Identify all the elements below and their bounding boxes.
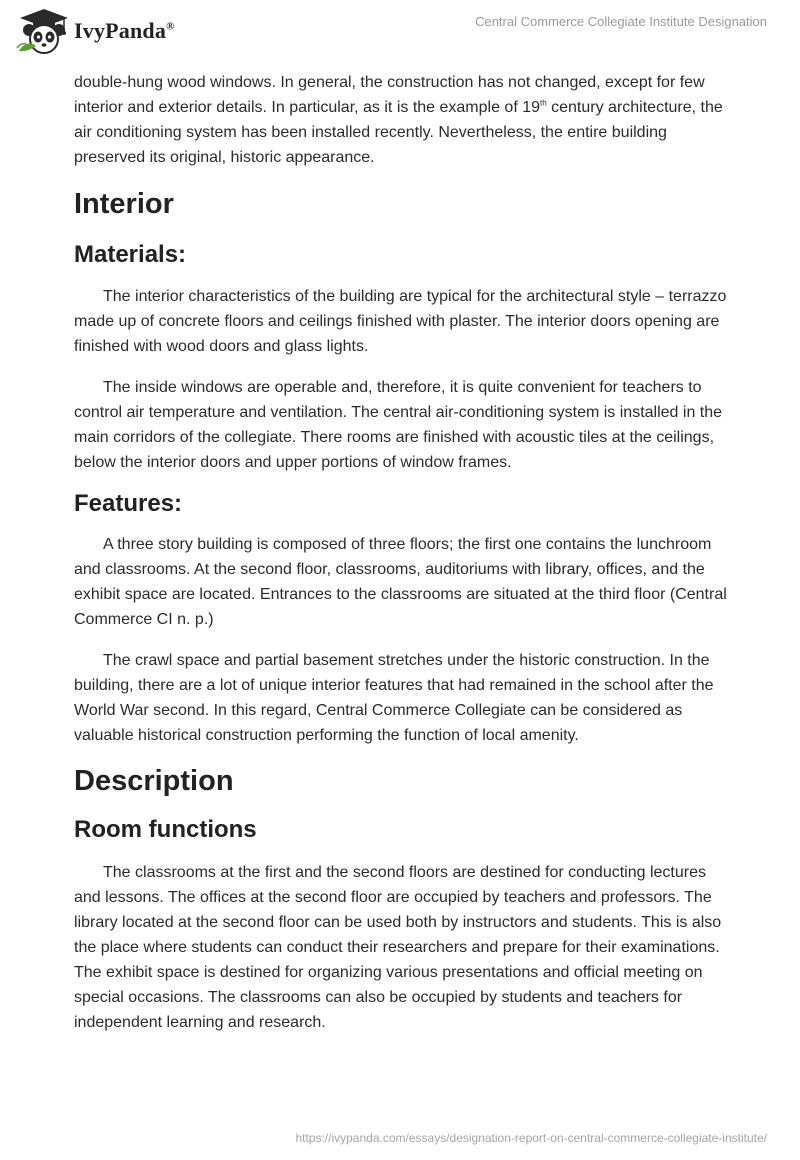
panda-graduate-icon <box>14 6 70 56</box>
source-url-link[interactable]: https://ivypanda.com/essays/designation-report-on-central-commerce-collegiate-institute/ <box>295 1131 767 1145</box>
features-paragraph-1: A three story building is composed of three floors; the first one contains the lunchroom and classrooms. At the second floor, classrooms, auditoriums with library, offices, and the exhibit space are located. Entrances to the classrooms are situated at the third floor (Central Commerce CI n. p.) <box>74 536 727 629</box>
heading-materials: Materials: <box>74 240 187 268</box>
essay-content <box>74 70 734 1035</box>
materials-paragraph-1: The interior characteristics of the building are typical for the architectural style – terrazzo made up of concrete floors and ceilings finished with plaster. The interior doors opening are finished with wood doors and glass lights. <box>74 287 727 355</box>
heading-room-functions: Room functions <box>74 816 257 844</box>
heading-description: Description <box>74 765 234 798</box>
room-functions-paragraph: The classrooms at the first and the second floors are destined for conducting lectures and lessons. The offices at the second floor are occupied by teachers and professors. The library located at the second floor can be used both by instructors and students. This is also the place where students can conduct their researchers and prepare for their examinations. The exhibit space is destined for organizing various presentations and official meeting on special occasions. The classrooms can also be occupied by students and teachers for independent learning and research. <box>74 863 722 1031</box>
heading-interior: Interior <box>74 188 174 220</box>
features-paragraph-2: The crawl space and partial basement stretches under the historic construction. In the building, there are a lot of unique interior features that had remained in the school after the World War second. In this regard, Central Commerce Collegiate can be considered as valuable historical construction performing the function of local amenity. <box>74 652 714 745</box>
document-title: Central Commerce Collegiate Institute Designation <box>475 14 767 29</box>
ivypanda-logo[interactable] <box>14 6 274 56</box>
brand-name: IvyPanda® <box>74 18 175 43</box>
page-header <box>0 0 800 60</box>
materials-paragraph-2: The inside windows are operable and, therefore, it is quite convenient for teachers to control air temperature and ventilation. The central air-conditioning system is installed in the main corridors of the collegiate. There rooms are finished with acoustic tiles at the ceilings, below the interior doors and upper portions of window frames. <box>74 378 723 471</box>
superscript-th: th <box>540 98 547 108</box>
intro-paragraph: double-hung wood windows. In general, the construction has not changed, except for few interior and exterior details. In particular, as it is the example of 19th century architecture, the air conditioning system has been installed recently. Nevertheless, the entire building preserved its original, historic appearance. <box>74 74 723 166</box>
heading-features: Features: <box>74 489 183 517</box>
